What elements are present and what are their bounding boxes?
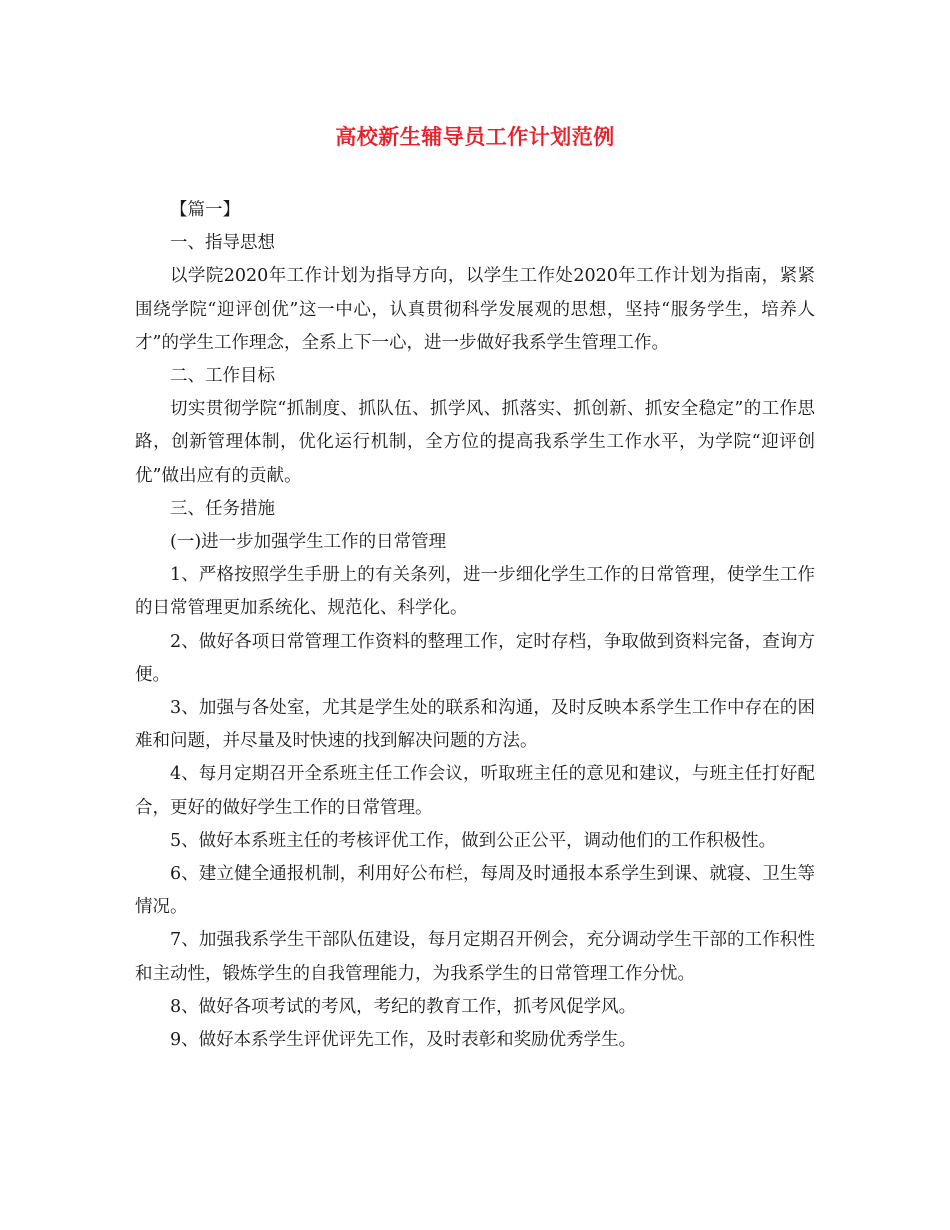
list-item: 4、每月定期召开全系班主任工作会议，听取班主任的意见和建议，与班主任打好配合，更好的做好学生工作的日常管理。 [135, 764, 815, 818]
list-item: 6、建立健全通报机制，利用好公布栏，每周及时通报本系学生到课、就寝、卫生等情况。 [135, 864, 815, 918]
list-item: 8、做好各项考试的考风，考纪的教育工作，抓考风促学风。 [170, 996, 637, 1017]
heading-work-goals: 二、工作目标 [170, 366, 275, 387]
document-body [135, 194, 815, 1057]
heading-guiding-thought: 一、指导思想 [170, 233, 275, 254]
subheading-daily-management: (一)进一步加强学生工作的日常管理 [170, 532, 447, 553]
paragraph-guiding-thought: 以学院2020年工作计划为指导方向，以学生工作处2020年工作计划为指南，紧紧围绕学院“迎评创优”这一中心，认真贯彻科学发展观的思想，坚持“服务学生，培养人才”的学生工作理念，全系上下一心，进一步做好我系学生管理工作。 [135, 266, 815, 353]
heading-task-measures: 三、任务措施 [170, 498, 275, 519]
list-item: 9、做好本系学生评优评先工作，及时表彰和奖励优秀学生。 [170, 1030, 637, 1051]
document-title: 高校新生辅导员工作计划范例 [335, 125, 615, 149]
section-mark: 【篇一】 [170, 200, 240, 220]
list-item: 7、加强我系学生干部队伍建设，每月定期召开例会，充分调动学生干部的工作积性和主动性，锻炼学生的自我管理能力，为我系学生的日常管理工作分忧。 [135, 930, 815, 984]
list-item: 2、做好各项日常管理工作资料的整理工作，定时存档，争取做到资料完备，查询方便。 [135, 631, 815, 685]
list-item: 5、做好本系班主任的考核评优工作，做到公正公平，调动他们的工作积极性。 [170, 830, 777, 851]
list-item: 3、加强与各处室，尤其是学生处的联系和沟通，及时反映本系学生工作中存在的困难和问题，并尽量及时快速的找到解决问题的方法。 [135, 698, 815, 752]
paragraph-work-goals: 切实贯彻学院“抓制度、抓队伍、抓学风、抓落实、抓创新、抓安全稳定”的工作思路，创新管理体制，优化运行机制，全方位的提高我系学生工作水平，为学院“迎评创优”做出应有的贡献。 [135, 399, 815, 486]
list-item: 1、严格按照学生手册上的有关条列，进一步细化学生工作的日常管理，使学生工作的日常管理更加系统化、规范化、科学化。 [135, 565, 815, 619]
